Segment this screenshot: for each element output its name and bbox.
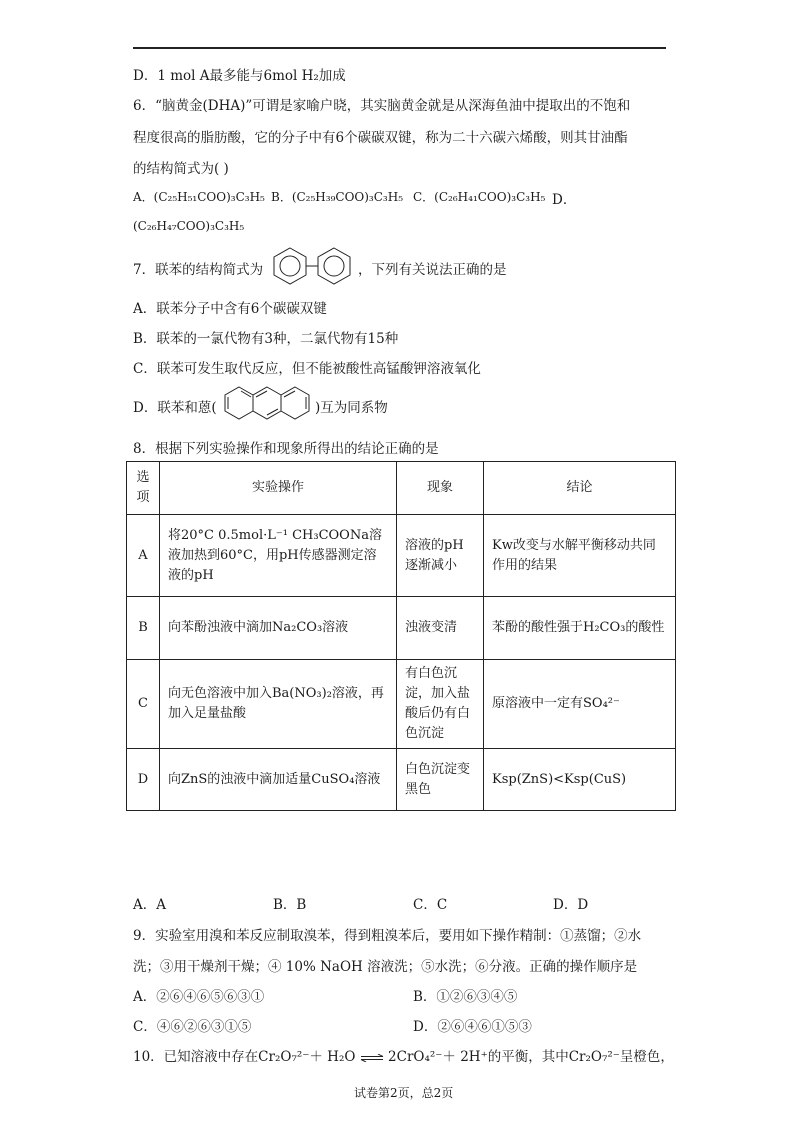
q6-option-d-text: (C₂₆H₄₇COO)₃C₃H₅ (133, 219, 245, 233)
q5-option-d: D．1 mol A最多能与6mol H₂加成 (133, 68, 346, 84)
row-phenomenon: 浊液变清 (397, 597, 484, 660)
header-option: 选项 (127, 462, 160, 515)
q6-option-a: A．(C₂₅H₅₁COO)₃C₃H₅ (133, 190, 265, 204)
row-option: B (127, 597, 160, 660)
q8-option-d: D．D (553, 897, 589, 913)
biphenyl-structure-icon (268, 245, 356, 287)
q8-option-b: B．B (273, 897, 307, 913)
row-operation: 向ZnS的浊液中滴加适量CuSO₄溶液 (160, 749, 397, 811)
q9-stem-line1: 9．实验室用溴和苯反应制取溴苯，得到粗溴苯后，要用如下操作精制：①蒸馏；②水 (133, 928, 642, 944)
row-option: D (127, 749, 160, 811)
header-phenomenon: 现象 (397, 462, 484, 515)
q10-stem (133, 1045, 674, 1065)
q6-stem-line2: 程度很高的脂肪酸，它的分子中有6个碳碳双键，称为二十六碳六烯酸，则其甘油酯 (133, 130, 628, 146)
row-phenomenon: 白色沉淀变黑色 (397, 749, 484, 811)
row-operation: 将20°C 0.5mol·L⁻¹ CH₃COONa溶液加热到60°C，用pH传感器测定溶液的pH (160, 515, 397, 597)
experiment-table (126, 461, 676, 811)
q7-option-a: A．联苯分子中含有6个碳碳双键 (133, 301, 327, 317)
row-conclusion: Ksp(ZnS)<Ksp(CuS) (484, 749, 676, 811)
row-phenomenon: 溶液的pH逐渐减小 (397, 515, 484, 597)
q9-option-a: A．②⑥④⑥⑤⑥③① (133, 989, 265, 1005)
q7-option-d-after: )互为同系物 (315, 400, 388, 416)
anthracene-structure-icon (223, 384, 315, 422)
row-conclusion: 苯酚的酸性强于H₂CO₃的酸性 (484, 597, 676, 660)
table-row (127, 515, 676, 597)
q7-stem-after: ，下列有关说法正确的是 (358, 262, 507, 278)
q7-option-c: C．联苯可发生取代反应，但不能被酸性高锰酸钾溶液氧化 (133, 361, 481, 377)
q6-stem-line3: 的结构简式为( ) (133, 161, 229, 177)
q6-option-d: D． (552, 192, 577, 208)
q10-stem-before: 10．已知溶液中存在Cr₂O₇²⁻＋ H₂O (133, 1049, 356, 1065)
q8-option-c: C．C (413, 897, 448, 913)
table-row (127, 749, 676, 811)
q9-option-b: B．①②⑥③④⑤ (413, 989, 518, 1005)
row-operation: 向苯酚浊液中滴加Na₂CO₃溶液 (160, 597, 397, 660)
table-row (127, 660, 676, 749)
table-header-row (127, 462, 676, 515)
q10-stem-after: 2CrO₄²⁻＋ 2H⁺的平衡，其中Cr₂O₇²⁻呈橙色， (388, 1049, 674, 1065)
q7-option-d-before: D．联苯和蒽( (133, 400, 217, 416)
q7-stem-before: 7．联苯的结构简式为 (133, 262, 264, 278)
row-option: C (127, 660, 160, 749)
q6-option-b: B．(C₂₅H₃₉COO)₃C₃H₅ (271, 190, 404, 204)
top-rule (133, 47, 666, 49)
q8-stem: 8．根据下列实验操作和现象所得出的结论正确的是 (133, 441, 439, 457)
header-conclusion: 结论 (484, 462, 676, 515)
row-option: A (127, 515, 160, 597)
row-operation: 向无色溶液中加入Ba(NO₃)₂溶液，再加入足量盐酸 (160, 660, 397, 749)
table-row (127, 597, 676, 660)
q8-option-a: A．A (133, 897, 166, 913)
row-conclusion: 原溶液中一定有SO₄²⁻ (484, 660, 676, 749)
q6-option-c: C．(C₂₆H₄₁COO)₃C₃H₅ (413, 190, 546, 204)
q9-option-d: D．②⑥④⑥①⑤③ (413, 1019, 532, 1035)
equilibrium-arrow-icon (360, 1054, 384, 1062)
q9-stem-line2: 洗；③用干燥剂干燥；④ 10% NaOH 溶液洗；⑤水洗；⑥分液。正确的操作顺序是 (133, 959, 638, 975)
row-phenomenon: 有白色沉淀，加入盐酸后仍有白色沉淀 (397, 660, 484, 749)
q7-option-b: B．联苯的一氯代物有3种，二氯代物有15种 (133, 331, 399, 347)
row-conclusion: Kw改变与水解平衡移动共同作用的结果 (484, 515, 676, 597)
header-operation: 实验操作 (160, 462, 397, 515)
q9-option-c: C．④⑥②⑥③①⑤ (133, 1019, 252, 1035)
q6-stem-line1: 6．“脑黄金(DHA)”可谓是家喻户晓，其实脑黄金就是从深海鱼油中提取出的不饱和 (133, 98, 631, 114)
page-footer: 试卷第2页，总2页 (354, 1086, 454, 1100)
